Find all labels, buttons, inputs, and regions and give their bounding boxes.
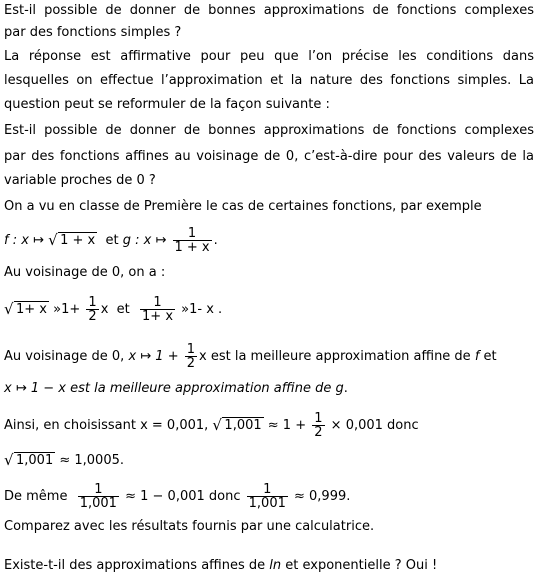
formula-line-approx <box>4 290 222 330</box>
denominator: 1,001 <box>79 496 117 511</box>
denominator: 2 <box>314 425 323 440</box>
formula-text: ≈ 1,0005. <box>59 453 125 468</box>
text-line: par des fonctions simples ? <box>4 25 182 40</box>
formula-text: et exponentielle ? Oui ! <box>285 558 438 573</box>
text-line: Au voisinage de 0, on a : <box>4 265 166 280</box>
formula-text: ≈ 0,999. <box>294 489 351 504</box>
formula-text: ≈ 1 − 0,001 donc <box>125 489 241 504</box>
formula-text: ≈ 1 + <box>267 418 307 433</box>
fraction <box>140 296 175 323</box>
text-line: question peut se reformuler de la façon suivante : <box>4 97 330 112</box>
formula-line-best-g <box>4 378 348 400</box>
formula-line-demême <box>4 480 350 514</box>
text-line: Comparez avec les résultats fournis par une calculatrice. <box>4 519 375 534</box>
formula-text: x <box>100 302 109 317</box>
denominator: 2 <box>88 309 97 324</box>
formula-text: . <box>343 381 348 396</box>
fraction <box>173 227 212 254</box>
formula-text: De même <box>4 489 68 504</box>
formula-text: et <box>483 349 497 364</box>
text-line: par des fonctions affines au voisinage de 0, c’est-à-dire pour des valeurs de la <box>4 149 534 164</box>
formula-line-f-g <box>4 224 218 258</box>
formula-text: ln <box>269 558 282 573</box>
text-line: Est-il possible de donner de bonnes approximations de fonctions complexes <box>4 123 534 138</box>
formula-text: et <box>116 302 130 317</box>
formula-text: Existe-t-il des approximations affines de <box>4 558 266 573</box>
formula-text: »1- x . <box>181 302 223 317</box>
numerator: 1 <box>263 482 272 497</box>
text-line: variable proches de 0 ? <box>4 173 156 188</box>
fraction <box>247 483 288 510</box>
sqrt-expression <box>4 450 55 472</box>
numerator: 1 <box>88 295 97 310</box>
numerator: 1 <box>186 342 196 357</box>
sqrt-expression <box>4 290 49 330</box>
radicand: 1+ x <box>16 302 47 317</box>
formula-text: Ainsi, en choisissant x = 0,001, <box>4 418 209 433</box>
denominator: 1,001 <box>248 496 286 511</box>
numerator: 1 <box>187 226 197 241</box>
denominator: 1+ x <box>142 309 174 324</box>
formula-text: × 0,001 donc <box>330 418 419 433</box>
formula-text: »1+ <box>53 302 81 317</box>
formula-text: x ↦ 1 − x est la meilleure approximation affine de <box>4 381 332 396</box>
radicand: 1,001 <box>224 418 262 433</box>
fraction <box>185 343 197 370</box>
numerator: 1 <box>153 295 162 310</box>
text-line: lesquelles on effectue l’approximation et la nature des fonctions simples. La <box>4 73 534 88</box>
text-line <box>4 555 437 577</box>
radicand: 1 + x <box>60 233 96 248</box>
text-line: On a vu en classe de Première le cas de certaines fonctions, par exemple <box>4 199 482 214</box>
formula-text: Au voisinage de 0, <box>4 349 125 364</box>
denominator: 2 <box>186 356 196 371</box>
formula-text: et <box>105 233 119 248</box>
text-line: Est-il possible de donner de bonnes approximations de fonctions complexes <box>4 3 534 18</box>
fraction <box>312 412 324 439</box>
formula-line-ainsi <box>4 408 419 444</box>
formula-text: f : x ↦ <box>4 233 44 248</box>
sqrt-expression <box>212 408 263 444</box>
formula-line-result <box>4 450 124 472</box>
denominator: 1 + x <box>174 240 210 255</box>
numerator: 1 <box>94 482 103 497</box>
formula-text: x ↦ 1 + <box>128 349 179 364</box>
sqrt-expression <box>48 224 97 258</box>
formula-text: f <box>474 349 480 364</box>
text-line: La réponse est affirmative pour peu que l’on précise les conditions dans <box>4 49 534 64</box>
fraction <box>78 483 119 510</box>
formula-text: g : x ↦ <box>122 233 167 248</box>
formula-line-best-f <box>4 340 497 374</box>
formula-text: . <box>213 233 218 248</box>
formula-text: g <box>335 381 344 396</box>
fraction <box>86 296 98 323</box>
radicand: 1,001 <box>16 453 54 468</box>
formula-text: x est la meilleure approximation affine de <box>199 349 471 364</box>
numerator: 1 <box>314 411 323 426</box>
